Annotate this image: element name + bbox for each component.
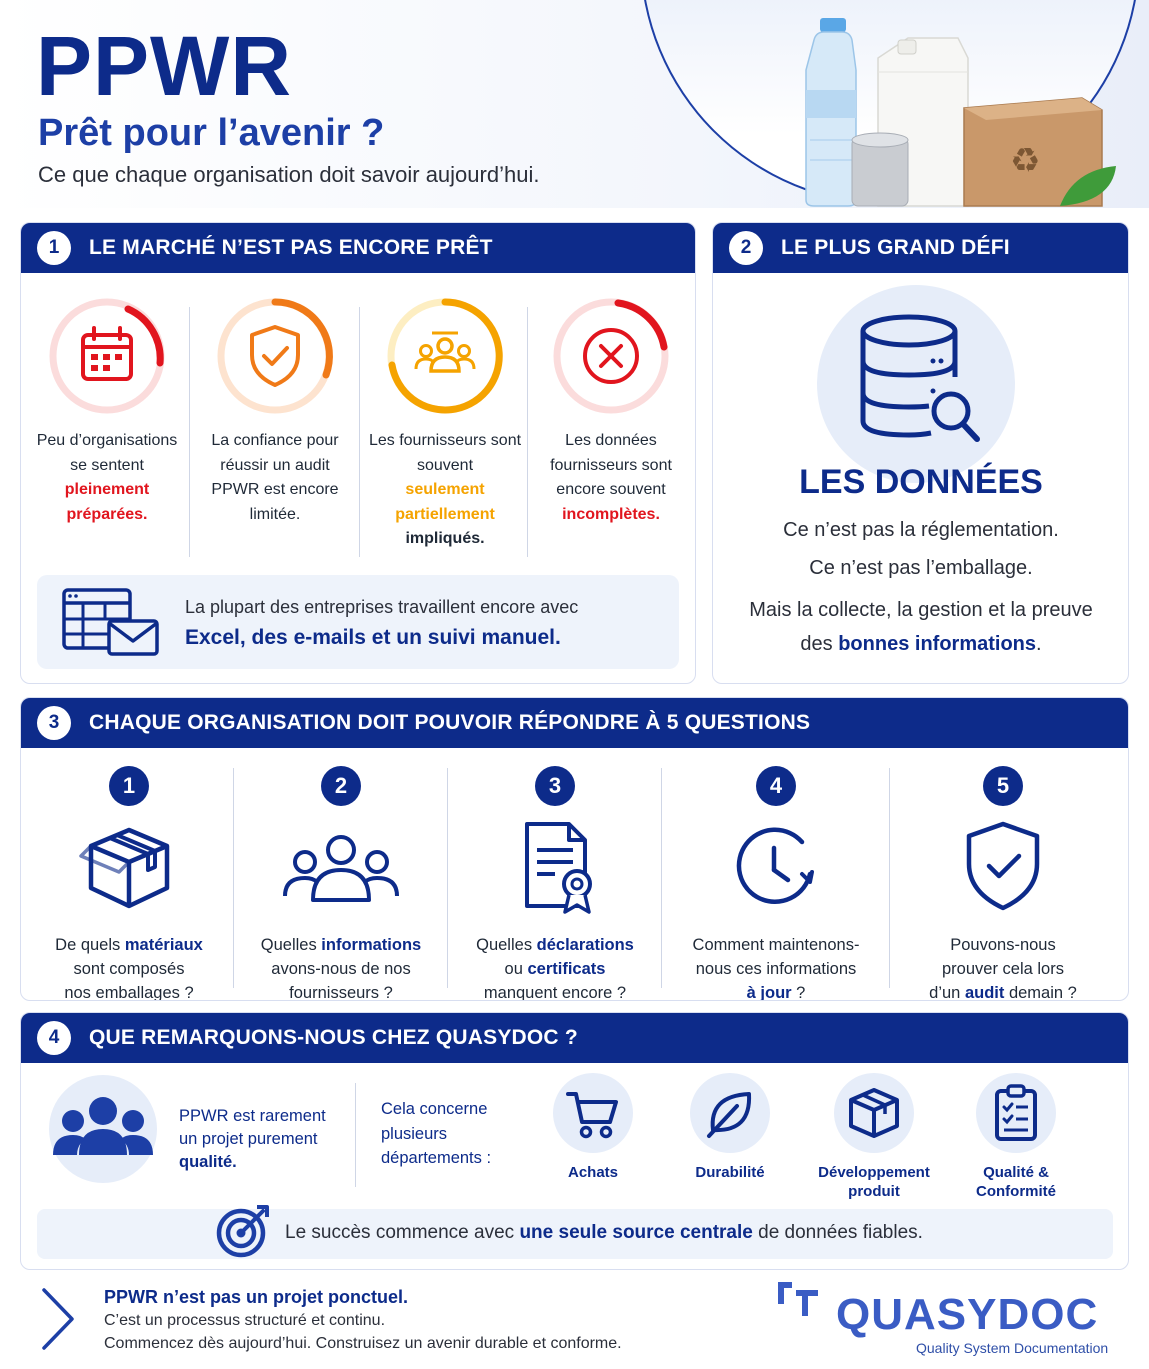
indicator-preparedness	[23, 293, 191, 527]
logo-tagline: Quality System Documentation	[916, 1340, 1109, 1356]
question-keep-updated	[673, 766, 879, 1001]
indicator-supplier-data	[527, 293, 695, 527]
indicator-text: Les fournisseurs sont souvent seulement partiellement impliqués.	[368, 432, 522, 547]
clock-refresh-icon	[726, 816, 826, 916]
challenge-line: Mais la collecte, la gestion et la preuve	[749, 599, 1093, 621]
question-number: 4	[756, 766, 796, 806]
section-biggest-challenge	[712, 222, 1129, 684]
challenge-headline: LES DONNÉES	[799, 463, 1043, 501]
department-label: Développement produit	[818, 1164, 930, 1200]
team-icon	[281, 816, 401, 916]
readiness-indicators	[21, 293, 696, 573]
manual-tracking-note	[37, 575, 679, 669]
central-source-banner	[37, 1209, 1113, 1259]
target-icon	[215, 1201, 273, 1259]
footer-text: Commencez dès aujourd’hui. Construisez un avenir durable et conforme.	[104, 1335, 622, 1352]
challenge-line: Ce n’est pas la réglementation.	[783, 519, 1059, 541]
page-tagline: Ce que chaque organisation doit savoir aujourd’hui.	[38, 162, 540, 187]
shield-check-icon	[216, 297, 334, 415]
section-quasydoc-observations	[20, 1012, 1129, 1270]
indicator-audit-confidence	[191, 293, 359, 527]
question-number: 1	[109, 766, 149, 806]
section-number: 1	[37, 231, 71, 265]
clipboard-icon	[976, 1073, 1056, 1153]
divider	[189, 307, 190, 557]
department-durabilite	[655, 1073, 805, 1182]
question-number: 2	[321, 766, 361, 806]
divider	[447, 768, 448, 988]
challenge-line: des bonnes informations.	[800, 633, 1042, 655]
note-text: La plupart des entreprises travaillent encore avec	[185, 597, 579, 617]
question-supplier-info	[241, 766, 441, 1001]
hero-banner	[0, 0, 1149, 208]
divider	[661, 768, 662, 988]
question-text: De quels matériaux sont composés nos emballages ?	[55, 936, 203, 1001]
challenge-line: Ce n’est pas l’emballage.	[809, 557, 1033, 579]
divider	[233, 768, 234, 988]
section-number: 4	[37, 1021, 71, 1055]
question-audit-proof	[899, 766, 1107, 1001]
section-title: LE PLUS GRAND DÉFI	[781, 236, 1010, 259]
question-number: 5	[983, 766, 1023, 806]
question-text: Pouvons-nous prouver cela lors d’un audit demain ?	[929, 936, 1077, 1001]
packaging-illustration	[790, 10, 1130, 208]
shield-icon	[953, 816, 1053, 916]
quasydoc-logo-mark	[776, 1280, 820, 1320]
question-text: Comment maintenons- nous ces informations à jour ?	[692, 936, 860, 1001]
section-title: QUE REMARQUONS-NOUS CHEZ QUASYDOC ?	[89, 1026, 578, 1049]
department-qualite	[941, 1073, 1091, 1201]
department-label: Durabilité	[695, 1164, 765, 1181]
svg-text:♻: ♻	[1010, 141, 1041, 181]
indicator-supplier-involvement	[361, 293, 529, 552]
section-five-questions	[20, 697, 1129, 1001]
calendar-icon	[48, 297, 166, 415]
question-number: 3	[535, 766, 575, 806]
spreadsheet-mail-icon	[61, 587, 161, 657]
section-header	[21, 698, 1128, 748]
database-search-icon	[817, 285, 1015, 483]
cart-icon	[553, 1073, 633, 1153]
footer-text: C’est un processus structuré et continu.	[104, 1312, 386, 1329]
departments-intro: Cela concerne plusieurs départements :	[381, 1100, 492, 1167]
quality-project-text: PPWR est rarement un projet purement qualité.	[179, 1107, 326, 1171]
department-label: Qualité & Conformité	[976, 1164, 1056, 1200]
divider	[359, 307, 360, 557]
section-number: 2	[729, 231, 763, 265]
section-number: 3	[37, 706, 71, 740]
question-text: Quelles informations avons-nous de nos fournisseurs ?	[260, 936, 422, 1001]
note-highlight: Excel, des e-mails et un suivi manuel.	[185, 626, 561, 649]
department-achats	[518, 1073, 668, 1182]
quasydoc-logo: QUASYDOC	[836, 1290, 1099, 1339]
page-subtitle: Prêt pour l’avenir ?	[38, 112, 385, 154]
group-icon	[49, 1075, 157, 1183]
indicator-text: La confiance pour réussir un audit PPWR est encore limitée.	[211, 432, 339, 523]
section-title: LE MARCHÉ N’EST PAS ENCORE PRÊT	[89, 236, 493, 259]
page-title: PPWR	[36, 19, 292, 113]
certificate-icon	[505, 816, 605, 916]
section-header	[21, 223, 695, 273]
leaf-icon	[690, 1073, 770, 1153]
chevron-right-icon	[38, 1286, 78, 1352]
section-market-readiness	[20, 222, 696, 684]
department-label: Achats	[567, 1164, 619, 1181]
question-text: Quelles déclarations ou certificats manquent encore ?	[476, 936, 634, 1001]
box-icon	[834, 1073, 914, 1153]
divider	[355, 1083, 356, 1187]
people-icon	[386, 297, 504, 415]
divider	[889, 768, 890, 988]
question-certificates	[455, 766, 655, 1001]
section-title: CHAQUE ORGANISATION DOIT POUVOIR RÉPONDRE À 5 QUESTIONS	[89, 711, 811, 734]
box-icon	[79, 816, 179, 916]
department-developpement	[799, 1073, 949, 1201]
indicator-text: Peu d’organisations se sentent pleinement préparées.	[36, 432, 178, 523]
indicator-text: Les données fournisseurs sont encore souvent incomplètes.	[550, 432, 672, 523]
section-header	[713, 223, 1128, 273]
central-source-text: Le succès commence avec une seule source centrale de données fiables.	[285, 1222, 923, 1243]
footer-headline: PPWR n’est pas un projet ponctuel.	[104, 1287, 409, 1307]
x-circle-icon	[552, 297, 670, 415]
question-materials	[29, 766, 229, 1001]
section-header	[21, 1013, 1128, 1063]
